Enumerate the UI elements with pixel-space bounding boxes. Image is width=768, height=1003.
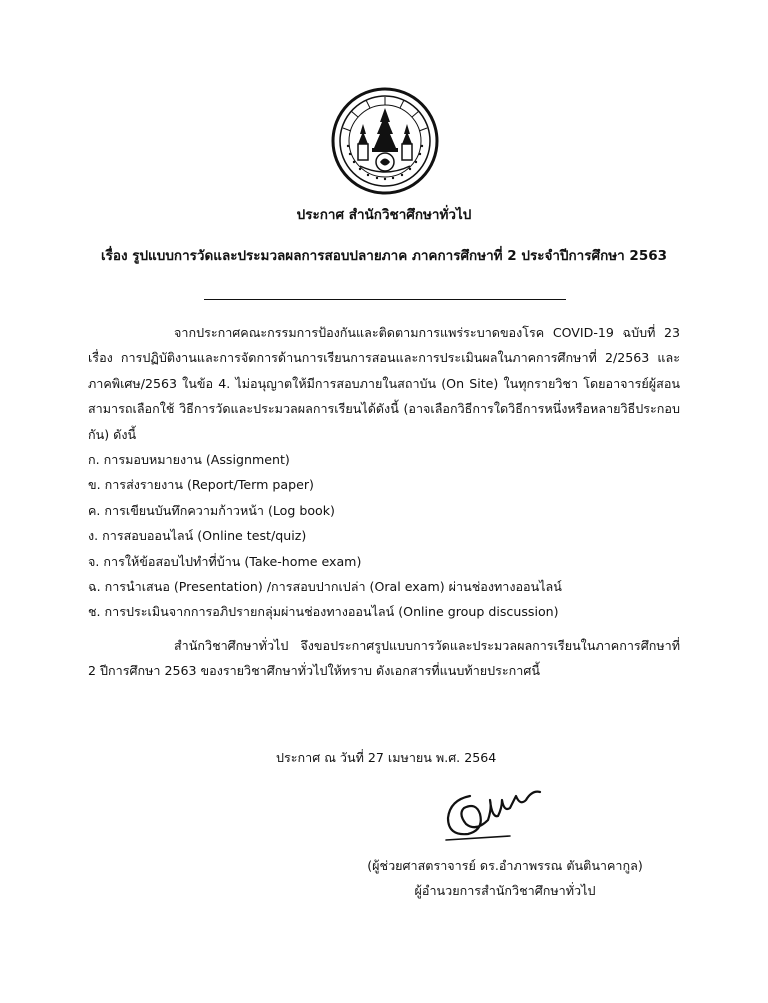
university-seal-icon (330, 86, 440, 196)
assessment-methods-list (88, 447, 680, 625)
signer-block (355, 853, 655, 903)
signer-position: ผู้อำนวยการสำนักวิชาศึกษาทั่วไป (414, 883, 596, 898)
announcement-subject: เรื่อง รูปแบบการวัดและประมวลผลการสอบปลายภาค ภาคการศึกษาที่ 2 ประจำปีการศึกษา 2563 (100, 248, 668, 264)
intro-paragraph: จากประกาศคณะกรรมการป้องกันและติดตามการแพร่ระบาดของโรค COVID-19 ฉบับที่ 23 เรื่อง การปฏิบัติงานและการจัดการด้านการเรียนการสอนและการประเมินผลในภาคการศึกษาที่ 2/2563 และภาคพิเศษ/2563 ในข้อ 4. ไม่อนุญาตให้มีการสอบภายในสถาบัน (On Site) ในทุกรายวิชา โดยอาจารย์ผู้สอนสามารถเลือกใช้ วิธีการวัดและประมวลผลการเรียนได้ดังนี้ (อาจเลือกวิธีการใดวิธีการหนึ่งหรือหลายวิธีประกอบกัน) ดังนี้ (88, 325, 680, 442)
announcement-body (88, 320, 680, 684)
title-divider (204, 299, 566, 300)
handwritten-signature (440, 778, 550, 848)
method-item: ข. การส่งรายงาน (Report/Term paper) (88, 477, 314, 493)
method-item: ฉ. การนำเสนอ (Presentation) /การสอบปากเปล่า (Oral exam) ผ่านช่องทางออนไลน์ (88, 579, 562, 595)
announcement-title: ประกาศ สำนักวิชาศึกษาทั่วไป (296, 207, 472, 223)
method-item: ค. การเขียนบันทึกความก้าวหน้า (Log book) (88, 502, 335, 518)
method-item: จ. การให้ข้อสอบไปทำที่บ้าน (Take-home exam) (88, 553, 362, 569)
announcement-date: ประกาศ ณ วันที่ 27 เมษายน พ.ศ. 2564 (276, 750, 497, 765)
closing-paragraph: สำนักวิชาศึกษาทั่วไป จึงขอประกาศรูปแบบการวัดและประมวลผลการเรียนในภาคการศึกษาที่ 2 ปีการศึกษา 2563 ของรายวิชาศึกษาทั่วไปให้ทราบ ดังเอกสารที่แนบท้ายประกาศนี้ (88, 637, 680, 679)
method-item: ช. การประเมินจากการอภิปรายกลุ่มผ่านช่องทางออนไลน์ (Online group discussion) (88, 604, 559, 620)
signer-name: (ผู้ช่วยศาสตราจารย์ ดร.อำภาพรรณ ตันตินาคากูล) (367, 858, 643, 873)
method-item: ง. การสอบออนไลน์ (Online test/quiz) (88, 528, 307, 544)
method-item: ก. การมอบหมายงาน (Assignment) (88, 452, 290, 468)
